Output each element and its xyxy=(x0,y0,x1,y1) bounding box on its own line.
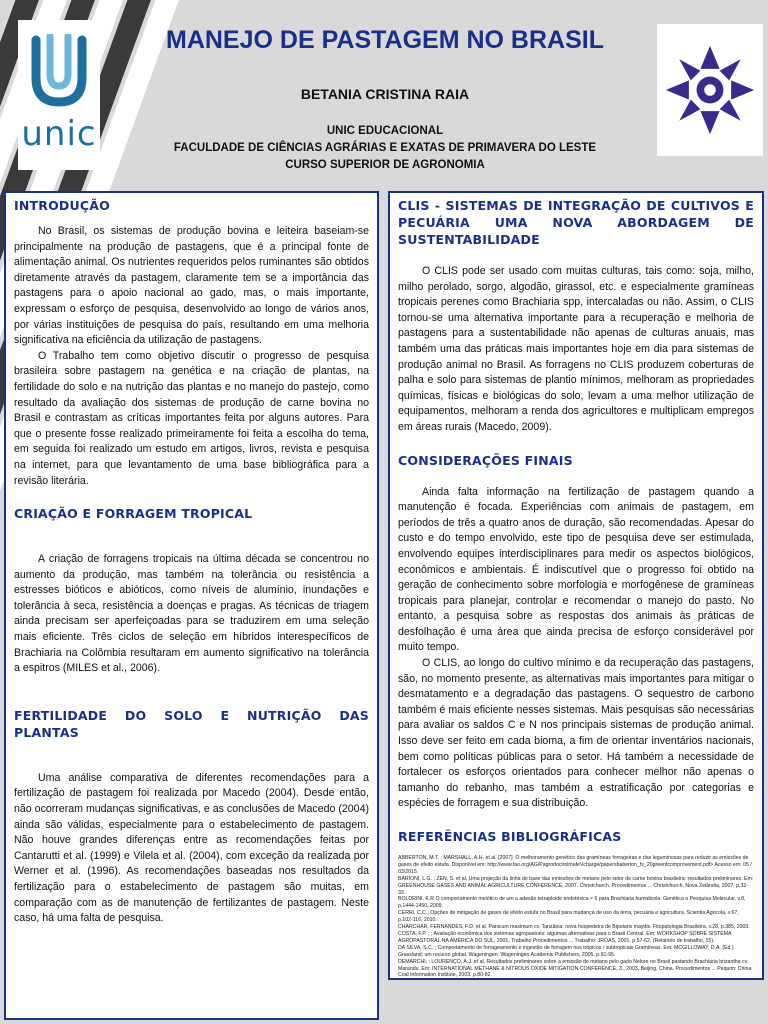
section-heading-clis: CLIS - SISTEMAS DE INTEGRAÇÃO DE CULTIVOS E PECUÁRIA UMA NOVA ABORDAGEM DE SUSTENTABILIDADE xyxy=(398,198,754,247)
consideracoes-paragraph: Ainda falta informação na fertilização de pastagem quando a manutenção é focada. Experiências com animais de pastagem, em períodos de três a quatro anos de duração, são recomendadas. Apesar do custo e do tempo envolvido, este tipo de pesquisa deve ser estimulada, envolvendo equipes interdisciplinares para medir os aspectos biológicos, econômicos e ambientais. É indiscutível que o progresso foi obtido na geração de conhecimento sobre morfologia e morfogênese de gramíneas tropicais para planejar, controlar e recomendar o manejo do pasto. No entanto, a pesquisa sobre as respostas dos animais às práticas de desfolhação é uma área que ainda precisa de esforço considerável por muito tempo. xyxy=(398,485,754,654)
author-name: BETANIA CRISTINA RAIA xyxy=(300,86,470,102)
section-heading-fertilidade: FERTILIDADE DO SOLO E NUTRIÇÃO DAS PLANTAS xyxy=(14,707,369,740)
university-emblem xyxy=(657,24,763,156)
section-heading-consideracoes: CONSIDERAÇÕES FINAIS xyxy=(398,452,573,468)
reference-entry: CHARCHAR, FERNANDES, F.D. et al. Panicum maximum cv. Tanzânia: nova hospedeira de Bipolaris maydis. Fitopatologia Brasileira, v.28, p.385, 2003. xyxy=(398,924,750,931)
reference-entry: BOLDRINI, K.R O comportamento meiótico de um a adesão tetraploide endotéxica × 6 para Brachiaria humidicola. Genética e Pesquisa Molecular, v.8, p.1444-1450, 2009. xyxy=(398,896,746,910)
reference-entry: ABBERTON, M.T. ; MARSHALL, A.H. et al. [2007]. O melhoramento genético das gramíneas forrageiras e das leguminosas para reduzir as emissões de gases de efeito estufa. Disponível em: http://www.fao.org/AG/PagrodocirolmafeVcharge/papersbaberton_fs_20greenfcomprovement.pdf> Acesso em: 05 / 03/2015. xyxy=(398,855,752,875)
fertilidade-paragraph: Uma análise comparativa de diferentes recomendações para a fertilização de pastagem foi realizada por Macedo (2004). Desde então, não ocorreram mudanças significativas, e as conclusões de Macedo (2004) ainda são válidas, especialmente para o estabelecimento de pastagem. Não houve grandes diferenças entre as recomendações feitas por Cantarutti et al. (1999) e Vilela et al. (2004), com exceção da realizada por Werner et al. (1996). As recomendações baseadas nos resultados da fertilização para o estabelecimento de pastagem são muitas, em comparação com as de manutenção de fertilizantes de pastagem. Neste caso, há uma falta de pesquisa. xyxy=(14,771,369,925)
section-heading-referencias: REFERÊNCIAS BIBLIOGRÁFICAS xyxy=(398,829,622,844)
left-column xyxy=(4,191,379,1020)
section-heading-introducao: INTRODUÇÃO xyxy=(14,198,110,213)
consideracoes-paragraph: O CLIS, ao longo do cultivo mínimo e da recuperação das pastagens, são, no momento presente, as alternativas mais importantes para mitigar o desmatamento e a degradação das pastagens. O sequestro de carbono também é mais eficiente nesses sistemas. Mais pesquisas são necessárias para avaliar os saldos C e N nos principais sistemas de produção animal. Isso deve ser feito em cada bioma, a fim de orientar inventários nacionais, bem como políticas públicas para o setor. Há também a necessidade de fortalecer os esforços orientados para conhecer melhor não apenas o tamanho do rebanho, mas também a estratificação por categorias e espécies de forragem e sua distribuição. xyxy=(398,657,754,810)
institution-block xyxy=(120,123,650,174)
unic-logo-text: unic xyxy=(21,114,97,154)
introducao-paragraph: No Brasil, os sistemas de produção bovina e leiteira baseiam-se principalmente na produção de pastagens, que é a principal fonte de alimentação animal. Os nutrientes requeridos pelos ruminantes são obtidos diretamente através da pastagem, claramente tem se a importância das pastagens para o apoio nacional ao gado, mas, o mais importante, expressam o esforço de pesquisa, desenvolvido ao longo de vários anos, por várias instituições de pesquisa do país, resultando em uma melhoria significativa na eficiência da utilização de pastagens. xyxy=(14,225,369,347)
reference-entry: DA SILVA, S.C. ; Comportamento de forrageamento e ingestão de forragem nos trópicos / subtropicais Gramíneas. Em: MCGILLOWAY, D.A. (Ed.) Grassland: um recurso global. Wageningen: Wageningen Academic Publishers, 2005, p.91-95. xyxy=(398,944,734,958)
reference-entry: COSTA, F.P. ; ; Avaliação econômica dos sistemas agropastoris: algumas alternativas para o Brasil Central. Em: WORKSHOP SOBRE SISTEMA AGROPASTORAL NA AMÉRICA DO SUL, 2001, Trabalho Procedimentos ... Trabalho: JROAS, 2001. p.57-62. (Relatório de trabalho, 15). xyxy=(398,930,732,944)
clis-paragraph: O CLIS pode ser usado com muitas culturas, tais como: soja, milho, milho perolado, sorgo, algodão, girassol, etc. e especialmente gramíneas tropicais perenes como Brachiaria spp, intercaladas ou não. Assim, o CLIS tornou-se uma alternativa importante para a recuperação e melhoria de pastagens para a sustentabilidade não apenas de culturas anuais, mas também uma das práticas mais importantes hoje em dia para sistemas de produção animal no Brasil. As forragens no CLIS produzem coberturas de palha e solo para sistemas de plantio mínimos, melhoram as propriedades químicas, físicas e biológicas do solo, levam a uma melhor utilização de equipamentos, melhoram a renda dos agricultores e multiplicam empregos em áreas rurais (Macedo, 2009). xyxy=(398,265,754,433)
unic-logo-icon xyxy=(28,34,90,112)
right-column xyxy=(388,191,764,980)
unic-logo xyxy=(18,20,100,170)
institution-line: UNIC EDUCACIONAL xyxy=(326,125,444,137)
criacao-paragraph: A criação de forragens tropicais na última década se concentrou no aumento da produção, mas também na tolerância ou resistência a estresses bióticos e abióticos, como níveis de alumínio, inundações e tolerância à seca, resistência a doenças e pragas. As técnicas de triagem ainda precisam ser aperfeiçoadas para se traduzirem em uma seleção mais eficiente. Três ciclos de seleção em híbridos interespecíficos de Brachiaria na Colômbia resultaram em aumento significativo na tolerância a espitros (MILES et al., 2006). xyxy=(14,553,369,675)
section-heading-criacao: CRIAÇÃO E FORRAGEM TROPICAL xyxy=(14,506,253,522)
reference-entry: BARIONI, L.G. ; ZEN, S. et al. Uma projeção da linha de base das emissões de metano pelo setor de carne bovina brasileira: resultados preliminares. Em: GREENHOUSE GASES AND ANIMAL AGRICULTURE CONFERENCE, 2007. Christchurch. Procedimentos ... Christchurch, Nova Zelândia, 2007. p.32-33. xyxy=(398,875,754,896)
university-emblem-icon xyxy=(662,42,758,138)
poster-header xyxy=(0,0,768,190)
page-title: MANEJO DE PASTAGEM NO BRASIL xyxy=(166,26,604,54)
institution-line: CURSO SUPERIOR DE AGRONOMIA xyxy=(285,159,485,171)
reference-entry: CERRI, C.C.; Opções de mitigação de gases de efeito estufa no Brasil para mudança de uso da terra, pecuária e agricultura. Scientia Agricola, v.67, p.102-116, 2010. xyxy=(398,910,739,924)
references-list xyxy=(398,855,754,979)
introducao-paragraph: O Trabalho tem como objetivo discutir o progresso de pesquisa brasileira sobre pastagem na genética e na criação de plantas, na fertilidade do solo e na nutrição das plantas e no manejo do pastejo, como resultado da avaliação dos sistemas de produção de carne bovina no Brasil e contrastam as críticas importantes feita por alguns autores. Para que o presente fosse realizado primeiramente foi feita a escolha do tema, em seguida foi realizado um estudo em artigos, livros, revista e pesquisa na internet, para que levantamento de uma base bibliográfica para a revisão literária. xyxy=(14,349,369,487)
reference-entry: DEMARCHI, ; LOURENÇO, A.J. et al. Resultados preliminares sobre a emissão de metano pelo gado Nelore no Brasil pastando Brachiaria brizantha cv. Marandu. Em: INTERNATIONAL METHANE & NITROUS OXIDE MITIGATION CONFERENCE, 3., 2003, Beijing, China. Procedimentos ... Pequim: China Coal Information Institute, 2003. p.80-82. xyxy=(398,958,752,979)
institution-line: FACULDADE DE CIÊNCIAS AGRÁRIAS E EXATAS DE PRIMAVERA DO LESTE xyxy=(173,142,597,154)
